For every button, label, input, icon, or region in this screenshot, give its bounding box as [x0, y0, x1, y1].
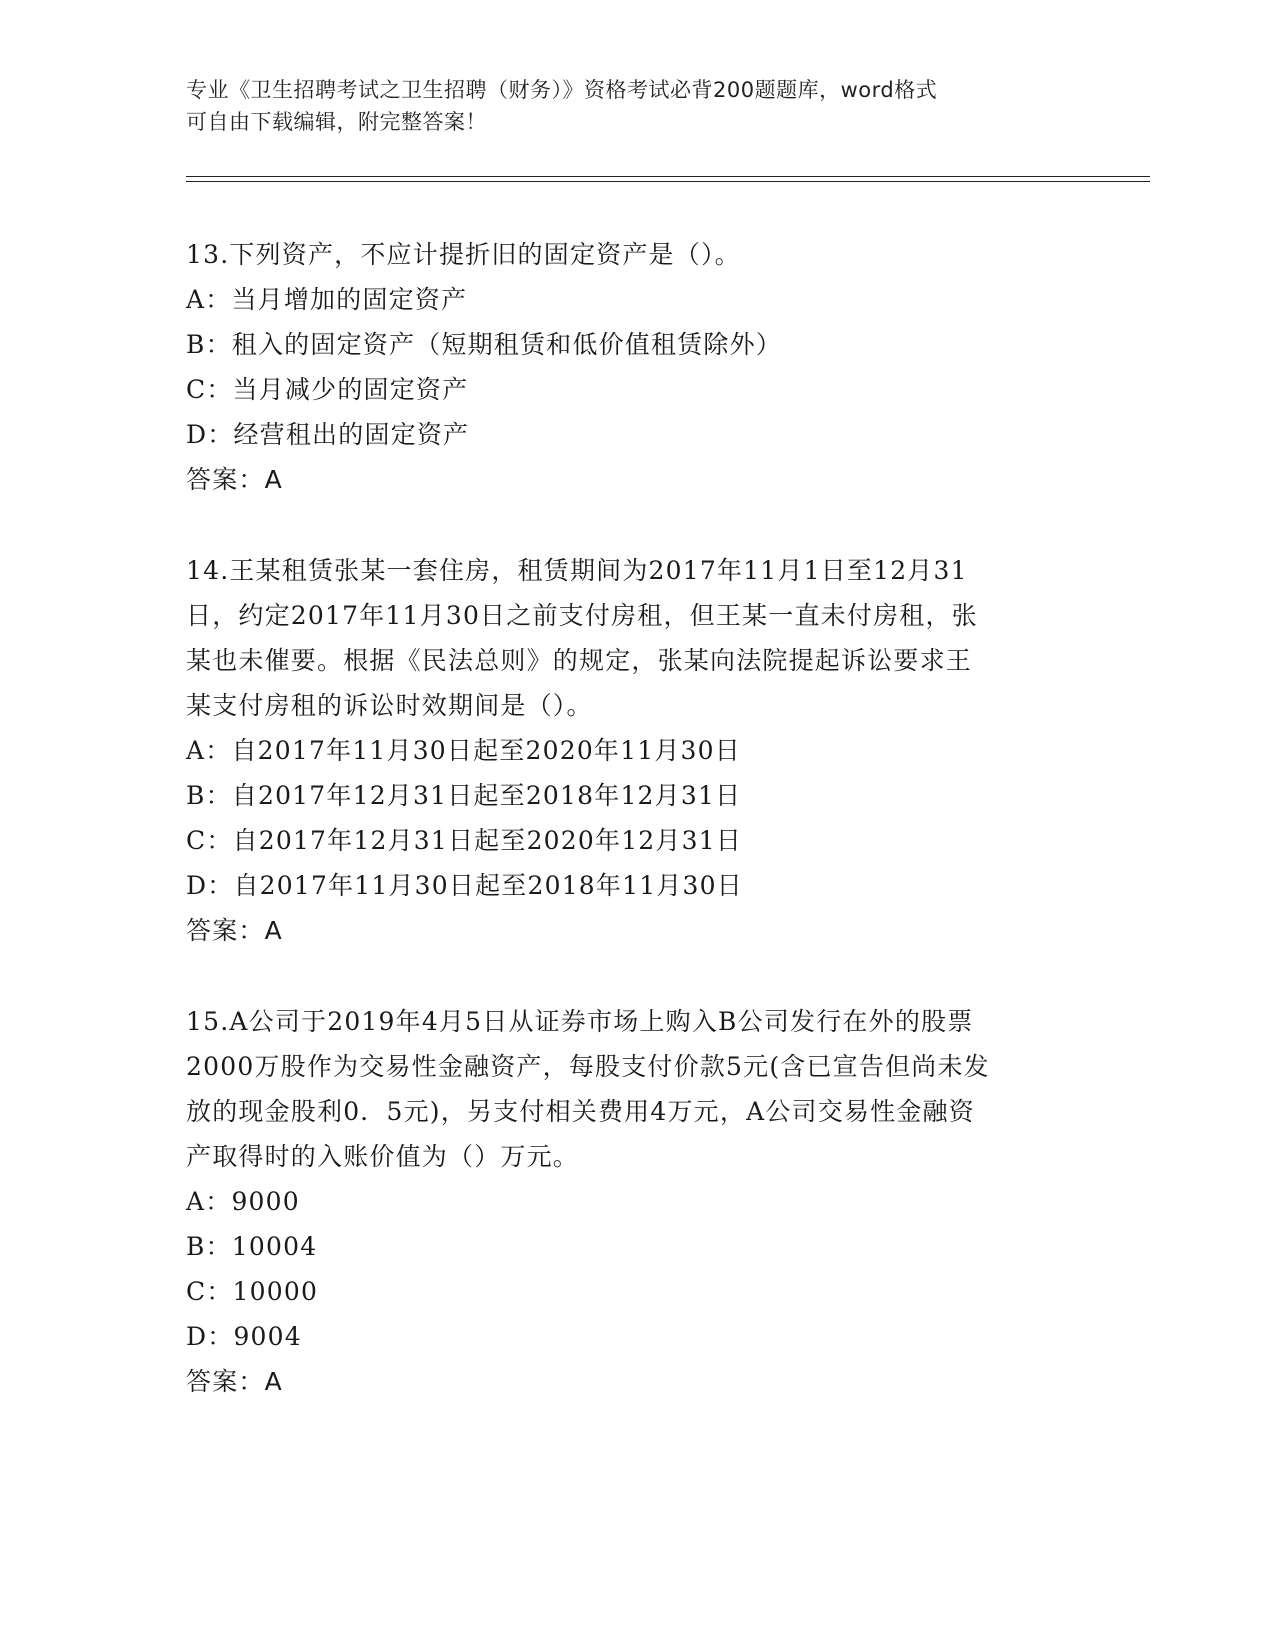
question-text-line-1: 15.A公司于2019年4月5日从证券市场上购入B公司发行在外的股票: [186, 1007, 974, 1036]
question-13: [186, 232, 1086, 502]
option-a: A：自2017年11月30日起至2020年11月30日: [186, 736, 741, 765]
question-text-line-2: 日，约定2017年11月30日之前支付房租，但王某一直未付房租，张: [186, 601, 978, 630]
option-a: A：9000: [186, 1187, 300, 1216]
question-text: 13.下列资产，不应计提折旧的固定资产是（）。: [186, 240, 741, 269]
option-d: D：9004: [186, 1322, 302, 1351]
header-line-1: 专业《卫生招聘考试之卫生招聘（财务）》资格考试必背200题题库，word格式: [186, 78, 938, 102]
document-header: [186, 74, 1066, 138]
answer: 答案：A: [186, 465, 283, 494]
header-divider-top: [186, 176, 1150, 177]
question-text-line-4: 产取得时的入账价值为（）万元。: [186, 1142, 580, 1171]
header-line-2: 可自由下载编辑，附完整答案！: [186, 110, 487, 134]
question-14: [186, 548, 1086, 953]
answer: 答案：A: [186, 916, 283, 945]
option-d: D：经营租出的固定资产: [186, 420, 470, 449]
question-text-line-3: 放的现金股利0．5元)，另支付相关费用4万元，A公司交易性金融资: [186, 1097, 975, 1126]
answer: 答案：A: [186, 1367, 283, 1396]
question-text-line-3: 某也未催要。根据《民法总则》的规定，张某向法院提起诉讼要求王: [186, 646, 973, 675]
option-b: B：自2017年12月31日起至2018年12月31日: [186, 781, 742, 810]
option-c: C：10000: [186, 1277, 319, 1306]
option-a: A：当月增加的固定资产: [186, 285, 468, 314]
header-divider-bottom: [186, 181, 1150, 182]
question-text-line-2: 2000万股作为交易性金融资产，每股支付价款5元(含已宣告但尚未发: [186, 1052, 990, 1081]
question-list: [186, 232, 1086, 1450]
option-c: C：当月减少的固定资产: [186, 375, 469, 404]
question-text-line-1: 14.王某租赁张某一套住房，租赁期间为2017年11月1日至12月31: [186, 556, 968, 585]
option-b: B：10004: [186, 1232, 318, 1261]
option-b: B：租入的固定资产（短期租赁和低价值租赁除外）: [186, 330, 782, 359]
option-c: C：自2017年12月31日起至2020年12月31日: [186, 826, 743, 855]
option-d: D：自2017年11月30日起至2018年11月30日: [186, 871, 743, 900]
question-text-line-4: 某支付房租的诉讼时效期间是（）。: [186, 691, 593, 720]
question-15: [186, 999, 1086, 1404]
